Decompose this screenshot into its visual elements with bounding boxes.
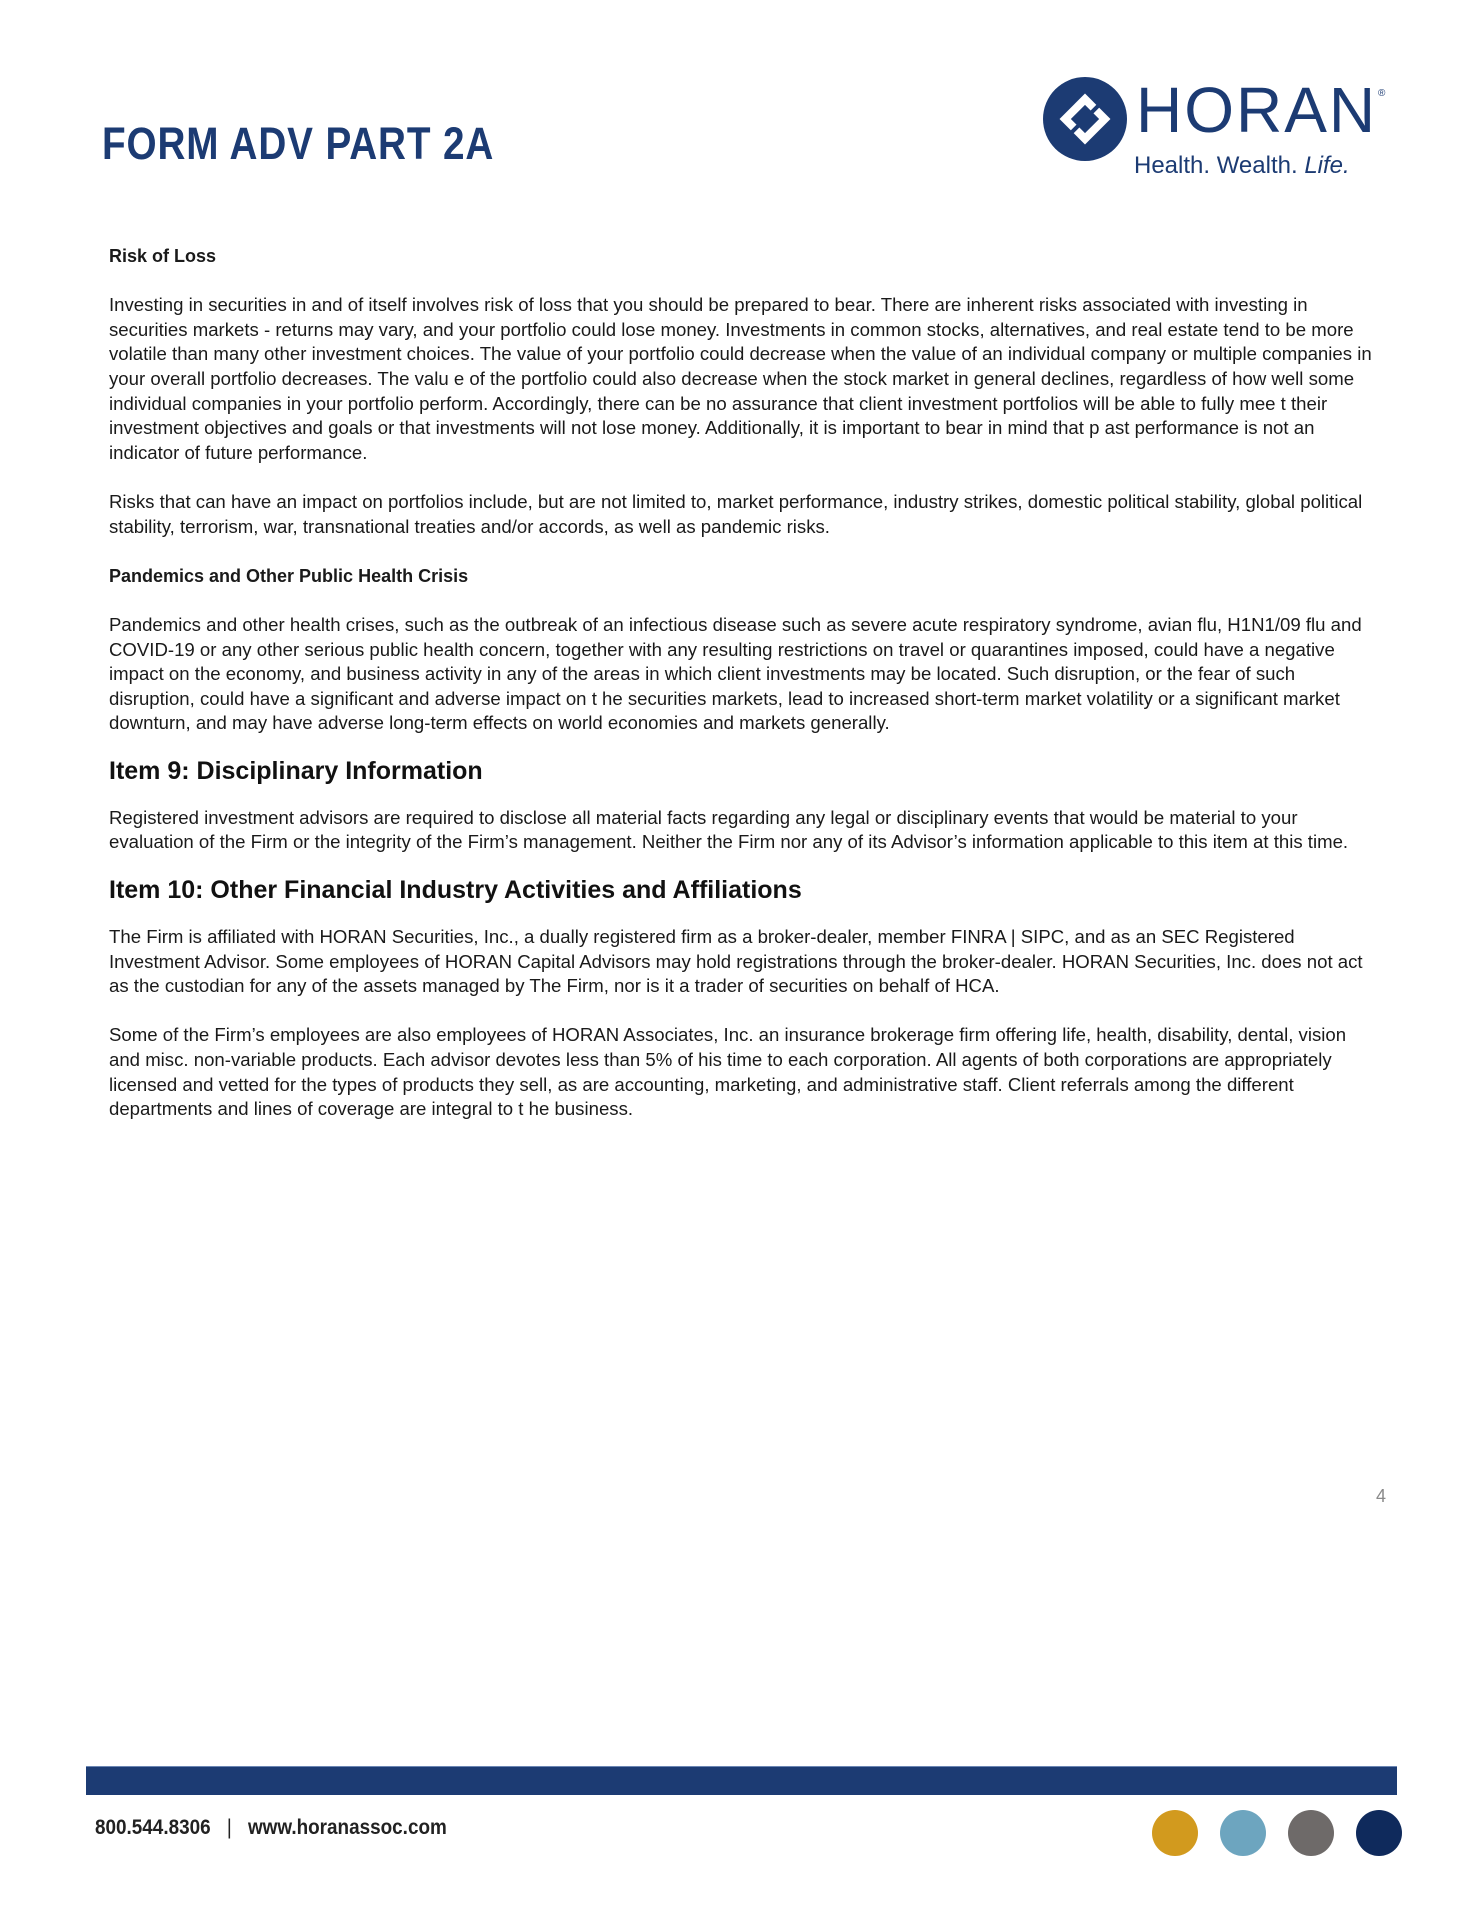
footer-phone: 800.544.8306: [95, 1816, 211, 1839]
item-9-paragraph: Registered investment advisors are required to disclose all material facts regarding any legal or disciplinary events that would be material to your evaluation of the Firm or the integrity of the Firm’s management. Neither the Firm nor any of its Advisor’s information applicable to this item at this time.: [109, 806, 1349, 853]
logo-tagline: [1134, 152, 1350, 180]
item-9-heading: Item 9: Disciplinary Information: [109, 756, 483, 785]
registered-mark: ®: [1378, 88, 1386, 99]
item-10-heading: Item 10: Other Financial Industry Activities and Affiliations: [109, 876, 802, 905]
footer-separator: |: [226, 1816, 232, 1839]
pandemics-paragraph: Pandemics and other health crises, such as the outbreak of an infectious disease such as severe acute respiratory syndrome, avian flu, H1N1/09 flu and COVID-19 or any other serious public health concern, together with any resulting restrictions on travel or quarantines imposed, could have a negative impact on the economy, and business activity in any of the areas in which client investments may be located. Such disruption, or the fear of such disruption, could have a significant and adverse impact on t he securities markets, lead to increased short-term market volatility or a significant market downturn, and may have adverse long-term effects on world economies and markets generally.: [109, 613, 1362, 734]
footer-color-dots: [1152, 1810, 1402, 1860]
horan-logo: [1040, 74, 1386, 184]
risk-of-loss-paragraph-2: Risks that can have an impact on portfolios include, but are not limited to, market performance, industry strikes, domestic political stability, global political stability, terrorism, war, transnational treaties and/or accords, as well as pandemic risks.: [109, 490, 1363, 537]
page-title: FORM ADV PART 2A: [102, 118, 495, 169]
item-10-paragraph-2: Some of the Firm’s employees are also employees of HORAN Associates, Inc. an insurance brokerage firm offering life, health, disability, dental, vision and misc. non-variable products. Each advisor devotes less than 5% of his time to each corporation. All agents of both corporations are appropriately licensed and vetted for the types of products they sell, as are accounting, marketing, and administrative staff. Client referrals among the different departments and lines of coverage are integral to t he business.: [109, 1024, 1347, 1120]
tagline-plain: Health. Wealth.: [1134, 152, 1305, 179]
gold-dot: [1152, 1810, 1198, 1856]
logo-wordmark: HORAN: [1136, 74, 1378, 146]
gray-dot: [1288, 1810, 1334, 1856]
page-number: 4: [1376, 1486, 1387, 1506]
pandemics-heading: Pandemics and Other Public Health Crisis: [109, 565, 469, 586]
risk-of-loss-paragraph-1: Investing in securities in and of itself involves risk of loss that you should be prepared to bear. There are inherent risks associated with investing in securities markets - returns may vary, and your portfolio could lose money. Investments in common stocks, alternatives, and real estate tend to be more volatile than many other investment choices. The value of your portfolio could decrease when the value of an individual company or multiple companies in your overall portfolio decreases. The valu e of the portfolio could also decrease when the stock market in general declines, regardless of how well some individual companies in your portfolio perform. Accordingly, there can be no assurance that client investment portfolios will be able to fully mee t their investment objectives and goals or that investments will not lose money. Additionally, it is important to bear in mind that p ast performance is not an indicator of future performance.: [109, 294, 1372, 463]
footer-bar: [86, 1766, 1397, 1795]
footer-contact: [95, 1816, 447, 1840]
tagline-italic: Life.: [1304, 152, 1350, 179]
risk-of-loss-heading: Risk of Loss: [109, 246, 217, 266]
light-blue-dot: [1220, 1810, 1266, 1856]
horan-diamond-logo-icon: [1040, 74, 1130, 164]
footer-website-link[interactable]: www.horanassoc.com: [247, 1816, 447, 1839]
document-body: [109, 244, 1375, 1146]
item-10-paragraph-1: The Firm is affiliated with HORAN Securities, Inc., a dually registered firm as a broker-dealer, member FINRA | SIPC, and as an SEC Registered Investment Advisor. Some employees of HORAN Capital Advisors may hold registrations through the broker-dealer. HORAN Securities, Inc. does not act as the custodian for any of the assets managed by The Firm, nor is it a trader of securities on behalf of HCA.: [109, 926, 1363, 997]
navy-dot: [1356, 1810, 1402, 1856]
